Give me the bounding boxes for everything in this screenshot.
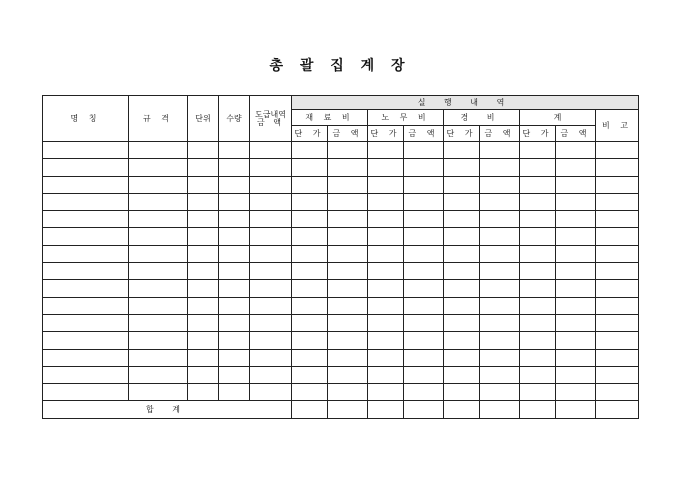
table-cell[interactable] [480,384,520,401]
table-cell[interactable] [188,159,219,176]
table-cell[interactable] [188,193,219,210]
table-cell[interactable] [188,228,219,245]
total-cell[interactable] [480,401,520,419]
table-cell[interactable] [404,159,444,176]
table-cell[interactable] [520,314,556,331]
table-cell[interactable] [292,245,328,262]
table-row [43,297,639,314]
table-cell[interactable] [328,349,368,366]
table-cell[interactable] [129,228,188,245]
header-unit-price: 단 가 [368,126,404,142]
table-cell[interactable] [250,142,292,159]
table-row [43,211,639,228]
table-cell[interactable] [480,280,520,297]
table-cell[interactable] [188,366,219,383]
table-cell[interactable] [129,332,188,349]
table-cell[interactable] [328,314,368,331]
table-cell[interactable] [292,314,328,331]
table-cell[interactable] [250,384,292,401]
table-cell[interactable] [43,314,129,331]
table-cell[interactable] [444,228,480,245]
total-cell[interactable] [444,401,480,419]
table-cell[interactable] [480,332,520,349]
table-cell[interactable] [328,193,368,210]
header-unit-price: 단 가 [444,126,480,142]
header-contract-amount [250,96,292,142]
total-cell[interactable] [404,401,444,419]
header-material: 재 료 비 [292,110,368,126]
table-cell[interactable] [404,280,444,297]
table-cell[interactable] [129,263,188,280]
table-row [43,263,639,280]
table-cell[interactable] [520,193,556,210]
table-cell[interactable] [250,280,292,297]
header-unit: 단위 [188,96,219,142]
table-cell[interactable] [188,349,219,366]
table-cell[interactable] [250,332,292,349]
document-title: 총 괄 집 계 장 [269,58,411,74]
table-cell[interactable] [250,245,292,262]
table-cell[interactable] [444,384,480,401]
table-cell[interactable] [444,193,480,210]
table-cell[interactable] [328,332,368,349]
table-cell[interactable] [404,245,444,262]
table-cell[interactable] [188,384,219,401]
table-cell[interactable] [404,314,444,331]
total-cell[interactable] [520,401,556,419]
total-label: 합 계 [43,401,292,419]
table-row [43,332,639,349]
table-cell[interactable] [250,297,292,314]
header-name: 명 칭 [43,96,129,142]
header-contract-line2: 금 액 [257,117,284,127]
table-cell[interactable] [556,366,596,383]
table-cell[interactable] [188,211,219,228]
table-cell[interactable] [556,297,596,314]
header-contract-line1: 도급내역 [255,109,286,119]
table-cell[interactable] [520,142,556,159]
table-cell[interactable] [404,228,444,245]
header-spec: 규 격 [129,96,188,142]
table-cell[interactable] [43,297,129,314]
table-cell[interactable] [188,263,219,280]
table-cell[interactable] [480,314,520,331]
header-labor: 노 무 비 [368,110,444,126]
table-cell[interactable] [520,159,556,176]
table-cell[interactable] [219,211,250,228]
table-cell[interactable] [188,297,219,314]
table-cell[interactable] [250,211,292,228]
table-cell[interactable] [129,211,188,228]
table-row [43,228,639,245]
header-amount: 금 액 [480,126,520,142]
table-cell[interactable] [250,176,292,193]
table-cell[interactable] [368,228,404,245]
table-cell[interactable] [292,176,328,193]
table-cell[interactable] [328,245,368,262]
header-remarks: 비 고 [596,110,639,142]
table-cell[interactable] [43,366,129,383]
table-cell[interactable] [219,245,250,262]
table-cell[interactable] [368,349,404,366]
table-cell[interactable] [444,332,480,349]
table-cell[interactable] [219,366,250,383]
table-cell[interactable] [480,193,520,210]
table-cell[interactable] [596,366,639,383]
table-cell[interactable] [292,332,328,349]
table-cell[interactable] [250,349,292,366]
table-cell[interactable] [188,314,219,331]
table-cell[interactable] [368,280,404,297]
table-cell[interactable] [219,159,250,176]
table-cell[interactable] [292,366,328,383]
table-cell[interactable] [596,314,639,331]
table-row [43,193,639,210]
table-cell[interactable] [43,263,129,280]
table-cell[interactable] [556,314,596,331]
table-row [43,384,639,401]
table-cell[interactable] [43,193,129,210]
table-cell[interactable] [556,142,596,159]
table-cell[interactable] [43,159,129,176]
header-unit-price: 단 가 [292,126,328,142]
table-cell[interactable] [596,280,639,297]
header-amount: 금 액 [328,126,368,142]
table-cell[interactable] [444,297,480,314]
table-cell[interactable] [520,176,556,193]
table-cell[interactable] [129,297,188,314]
table-cell[interactable] [43,332,129,349]
table-cell[interactable] [219,263,250,280]
table-cell[interactable] [292,384,328,401]
table-cell[interactable] [404,297,444,314]
table-cell[interactable] [219,384,250,401]
table-cell[interactable] [292,228,328,245]
table-cell[interactable] [368,332,404,349]
table-cell[interactable] [43,245,129,262]
table-row [43,159,639,176]
table-cell[interactable] [520,245,556,262]
table-cell[interactable] [43,176,129,193]
table-cell[interactable] [596,384,639,401]
table-cell[interactable] [520,211,556,228]
table-cell[interactable] [368,384,404,401]
table-cell[interactable] [292,349,328,366]
table-cell[interactable] [250,263,292,280]
table-cell[interactable] [556,159,596,176]
table-cell[interactable] [328,142,368,159]
table-cell[interactable] [129,142,188,159]
table-cell[interactable] [328,366,368,383]
table-cell[interactable] [250,193,292,210]
table-cell[interactable] [596,349,639,366]
table-cell[interactable] [368,142,404,159]
table-cell[interactable] [480,211,520,228]
table-cell[interactable] [596,176,639,193]
header-expense: 경 비 [444,110,520,126]
table-cell[interactable] [556,384,596,401]
header-amount: 금 액 [404,126,444,142]
table-cell[interactable] [480,349,520,366]
table-cell[interactable] [219,280,250,297]
table-cell[interactable] [292,193,328,210]
header-amount: 금 액 [556,126,596,142]
table-cell[interactable] [250,228,292,245]
table-cell[interactable] [404,384,444,401]
table-cell[interactable] [596,263,639,280]
table-cell[interactable] [444,349,480,366]
table-cell[interactable] [404,176,444,193]
header-qty: 수량 [219,96,250,142]
header-unit-price: 단 가 [520,126,556,142]
table-cell[interactable] [556,245,596,262]
table-cell[interactable] [43,142,129,159]
table-cell[interactable] [520,263,556,280]
table-row [43,349,639,366]
table-cell[interactable] [43,349,129,366]
table-cell[interactable] [188,176,219,193]
table-cell[interactable] [556,280,596,297]
table-cell[interactable] [368,263,404,280]
total-cell[interactable] [292,401,328,419]
table-cell[interactable] [596,297,639,314]
table-cell[interactable] [219,332,250,349]
table-cell[interactable] [404,349,444,366]
table-cell[interactable] [480,263,520,280]
table-cell[interactable] [556,176,596,193]
table-cell[interactable] [188,245,219,262]
table-cell[interactable] [368,193,404,210]
table-cell[interactable] [129,366,188,383]
table-cell[interactable] [292,211,328,228]
table-cell[interactable] [368,159,404,176]
total-row [43,401,639,419]
table-cell[interactable] [368,314,404,331]
table-cell[interactable] [292,263,328,280]
table-cell[interactable] [129,384,188,401]
table-row [43,314,639,331]
table-cell[interactable] [444,314,480,331]
table-cell[interactable] [404,193,444,210]
table-cell[interactable] [129,176,188,193]
table-cell[interactable] [444,142,480,159]
table-cell[interactable] [219,297,250,314]
table-cell[interactable] [404,263,444,280]
table-cell[interactable] [219,193,250,210]
table-row [43,280,639,297]
total-cell[interactable] [596,401,639,419]
total-cell[interactable] [368,401,404,419]
table-cell[interactable] [328,211,368,228]
table-cell[interactable] [250,159,292,176]
table-cell[interactable] [188,142,219,159]
table-cell[interactable] [596,245,639,262]
table-cell[interactable] [328,263,368,280]
table-cell[interactable] [328,176,368,193]
table-cell[interactable] [368,297,404,314]
table-cell[interactable] [444,159,480,176]
table-cell[interactable] [250,314,292,331]
table-cell[interactable] [480,366,520,383]
table-cell[interactable] [328,384,368,401]
table-cell[interactable] [292,159,328,176]
header-execution: 실 행 내 역 [292,96,639,110]
table-cell[interactable] [480,176,520,193]
table-cell[interactable] [368,245,404,262]
table-cell[interactable] [219,314,250,331]
table-cell[interactable] [520,349,556,366]
table-row [43,245,639,262]
header-total: 계 [520,110,596,126]
table-cell[interactable] [328,228,368,245]
table-cell[interactable] [404,211,444,228]
table-cell[interactable] [596,228,639,245]
table-cell[interactable] [292,280,328,297]
table-cell[interactable] [520,332,556,349]
table-cell[interactable] [520,228,556,245]
table-cell[interactable] [404,332,444,349]
table-cell[interactable] [219,349,250,366]
table-cell[interactable] [596,211,639,228]
table-row [43,142,639,159]
table-cell[interactable] [328,297,368,314]
table-cell[interactable] [520,366,556,383]
table-cell[interactable] [404,366,444,383]
table-cell[interactable] [596,159,639,176]
summary-table [42,95,639,419]
table-cell[interactable] [556,211,596,228]
table-cell[interactable] [250,366,292,383]
table-cell[interactable] [43,280,129,297]
table-cell[interactable] [43,228,129,245]
table-cell[interactable] [43,384,129,401]
table-row [43,176,639,193]
table-cell[interactable] [596,142,639,159]
table-cell[interactable] [556,332,596,349]
table-cell[interactable] [596,332,639,349]
table-cell[interactable] [480,297,520,314]
table-cell[interactable] [328,159,368,176]
table-cell[interactable] [596,193,639,210]
table-cell[interactable] [556,193,596,210]
table-cell[interactable] [520,297,556,314]
table-cell[interactable] [219,228,250,245]
table-cell[interactable] [129,245,188,262]
table-cell[interactable] [520,384,556,401]
table-cell[interactable] [444,245,480,262]
table-cell[interactable] [444,366,480,383]
table-cell[interactable] [129,314,188,331]
table-cell[interactable] [520,280,556,297]
table-row [43,366,639,383]
table-cell[interactable] [129,349,188,366]
table-cell[interactable] [219,176,250,193]
table-cell[interactable] [129,193,188,210]
table-cell[interactable] [368,176,404,193]
table-cell[interactable] [556,263,596,280]
table-cell[interactable] [480,245,520,262]
table-cell[interactable] [368,366,404,383]
total-cell[interactable] [556,401,596,419]
table-cell[interactable] [368,211,404,228]
table-cell[interactable] [129,159,188,176]
table-cell[interactable] [188,280,219,297]
table-cell[interactable] [188,332,219,349]
table-cell[interactable] [556,349,596,366]
table-cell[interactable] [219,142,250,159]
table-cell[interactable] [556,228,596,245]
table-cell[interactable] [444,280,480,297]
table-cell[interactable] [480,142,520,159]
table-cell[interactable] [480,159,520,176]
table-cell[interactable] [480,228,520,245]
table-cell[interactable] [444,211,480,228]
table-cell[interactable] [292,297,328,314]
table-cell[interactable] [129,280,188,297]
table-cell[interactable] [404,142,444,159]
total-cell[interactable] [328,401,368,419]
table-cell[interactable] [328,280,368,297]
table-cell[interactable] [444,263,480,280]
table-cell[interactable] [444,176,480,193]
table-cell[interactable] [292,142,328,159]
table-cell[interactable] [43,211,129,228]
